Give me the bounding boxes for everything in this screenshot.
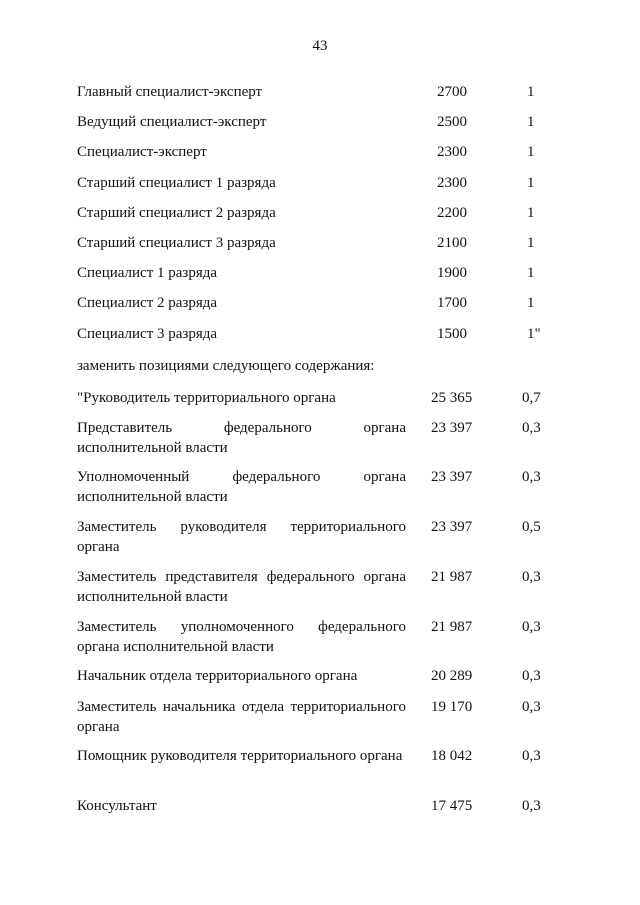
salary-value: 23 397 [431, 469, 473, 485]
coefficient-value: 1 [527, 175, 535, 191]
coefficient-value: 1 [527, 144, 535, 160]
salary-value: 21 987 [431, 569, 473, 585]
coefficient-value: 0,3 [522, 469, 541, 485]
coefficient-value: 0,3 [522, 619, 541, 635]
salary-value: 19 170 [431, 699, 473, 715]
coefficient-value: 0,7 [522, 390, 541, 406]
position-title: Специалист 2 разряда [77, 295, 218, 311]
salary-value: 23 397 [431, 519, 473, 535]
salary-value: 1700 [437, 295, 467, 311]
position-title: Уполномоченный федерального органа исполнительной власти [77, 469, 406, 505]
coefficient-value: 1 [527, 205, 535, 221]
salary-value: 25 365 [431, 390, 473, 406]
coefficient-value: 0,3 [522, 668, 541, 684]
position-title: Заместитель уполномоченного федерального органа исполнительной власти [77, 619, 406, 655]
position-title: Помощник руководителя территориального органа [77, 748, 403, 764]
position-title: Заместитель руководителя территориального органа [77, 519, 406, 555]
salary-value: 2200 [437, 205, 467, 221]
salary-value: 2700 [437, 84, 467, 100]
salary-value: 17 475 [431, 798, 473, 814]
coefficient-value: 0,3 [522, 748, 541, 764]
position-title: Консультант [77, 798, 157, 814]
position-title: Специалист-эксперт [77, 144, 207, 160]
replace-instruction: заменить позициями следующего содержания: [77, 358, 375, 374]
coefficient-value: 1 [527, 84, 535, 100]
salary-value: 2500 [437, 114, 467, 130]
position-title: Старший специалист 3 разряда [77, 235, 276, 251]
coefficient-value: 1 [527, 235, 535, 251]
position-title: Представитель федерального органа исполнительной власти [77, 420, 406, 456]
position-title: Специалист 1 разряда [77, 265, 218, 281]
salary-value: 2300 [437, 144, 467, 160]
position-title: Заместитель начальника отдела территориального органа [77, 699, 406, 735]
salary-value: 20 289 [431, 668, 473, 684]
coefficient-value: 1 [527, 295, 535, 311]
coefficient-value: 1 [527, 265, 535, 281]
coefficient-value: 1 [527, 114, 535, 130]
salary-value: 21 987 [431, 619, 473, 635]
salary-value: 1900 [437, 265, 467, 281]
position-title: Начальник отдела территориального органа [77, 668, 358, 684]
position-title: "Руководитель территориального органа [77, 390, 336, 406]
position-title: Специалист 3 разряда [77, 326, 218, 342]
coefficient-value: 0,3 [522, 699, 541, 715]
salary-value: 23 397 [431, 420, 473, 436]
coefficient-value: 0,3 [522, 420, 541, 436]
position-title: Старший специалист 2 разряда [77, 205, 276, 221]
salary-value: 18 042 [431, 748, 473, 764]
coefficient-value: 1" [527, 326, 541, 342]
coefficient-value: 0,3 [522, 569, 541, 585]
coefficient-value: 0,3 [522, 798, 541, 814]
salary-value: 1500 [437, 326, 467, 342]
position-title: Старший специалист 1 разряда [77, 175, 276, 191]
page-number: 43 [312, 38, 328, 54]
salary-value: 2100 [437, 235, 467, 251]
position-title: Заместитель представителя федерального органа исполнительной власти [77, 569, 406, 605]
salary-value: 2300 [437, 175, 467, 191]
coefficient-value: 0,5 [522, 519, 541, 535]
position-title: Главный специалист-эксперт [77, 84, 263, 100]
position-title: Ведущий специалист-эксперт [77, 114, 267, 130]
